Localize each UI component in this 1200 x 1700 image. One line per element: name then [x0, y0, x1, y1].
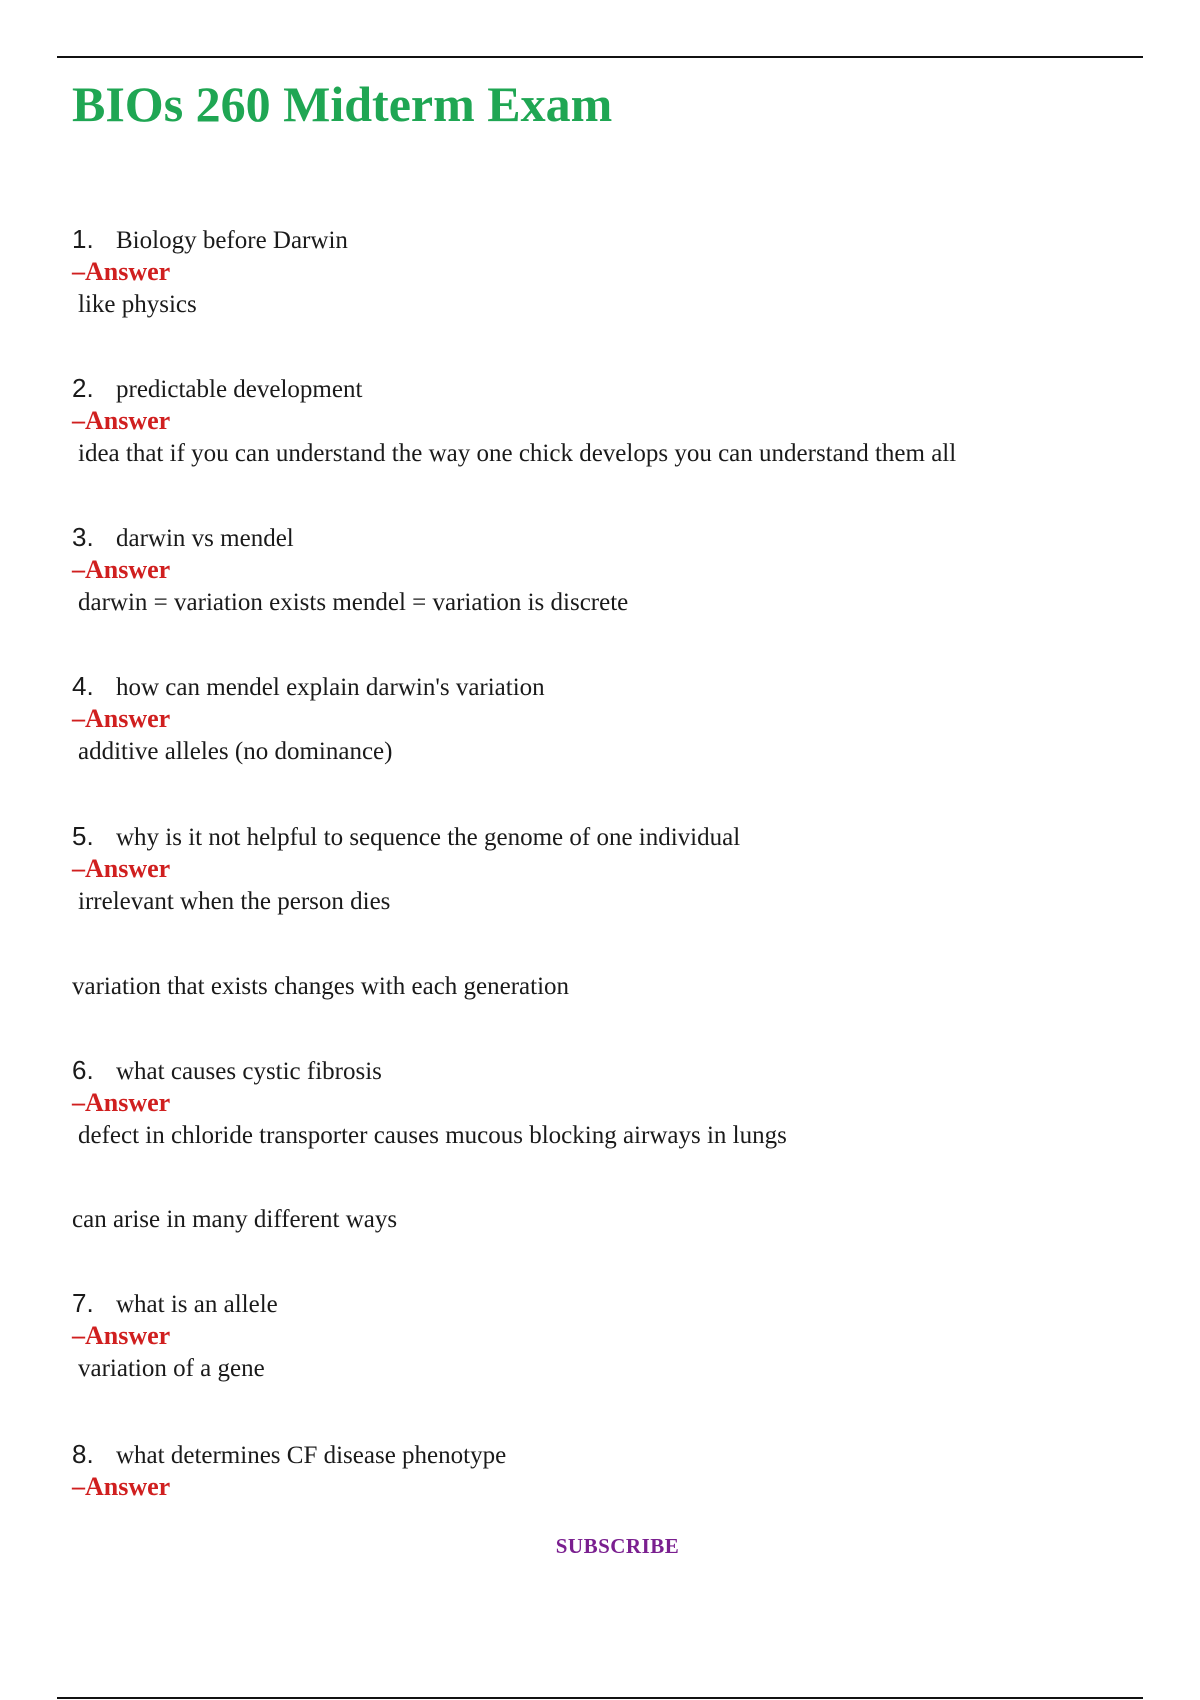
question-line — [72, 819, 740, 853]
question-text: what determines CF disease phenotype — [116, 1442, 507, 1469]
subscribe-link[interactable]: SUBSCRIBE — [555, 1534, 680, 1558]
question-item — [72, 1053, 787, 1153]
answer-text: defect in chloride transporter causes mucous blocking airways in lungs — [78, 1122, 787, 1149]
question-item — [72, 1286, 278, 1386]
top-rule — [57, 56, 1143, 58]
answer-text: idea that if you can understand the way one chick develops you can understand them all — [78, 440, 957, 467]
question-line — [72, 1437, 506, 1471]
question-text: predictable development — [116, 376, 363, 403]
question-item — [72, 371, 956, 471]
question-text: why is it not helpful to sequence the genome of one individual — [116, 824, 741, 851]
bottom-rule — [57, 1697, 1143, 1699]
answer-text: additive alleles (no dominance) — [78, 738, 393, 765]
question-text: darwin vs mendel — [116, 525, 294, 552]
question-number: 1. — [72, 224, 94, 254]
question-line — [72, 1286, 278, 1320]
answer-label: –Answer — [72, 257, 171, 286]
question-item — [72, 819, 740, 919]
answer-text: like physics — [78, 291, 197, 318]
question-item — [72, 222, 348, 322]
answer-text: irrelevant when the person dies — [78, 888, 391, 915]
answer-label: –Answer — [72, 704, 171, 733]
answer-label: –Answer — [72, 406, 171, 435]
answer-text: darwin = variation exists mendel = variation is discrete — [78, 589, 629, 616]
answer-label: –Answer — [72, 1321, 171, 1350]
answer-extra-text: variation that exists changes with each generation — [72, 973, 570, 1000]
question-number: 6. — [72, 1055, 94, 1085]
question-line — [72, 520, 628, 554]
question-line — [72, 669, 545, 703]
answer-label: –Answer — [72, 854, 171, 883]
question-item — [72, 1437, 506, 1503]
question-line — [72, 371, 956, 405]
answer-text: variation of a gene — [78, 1355, 265, 1382]
question-number: 2. — [72, 373, 94, 403]
answer-label: –Answer — [72, 1088, 171, 1117]
question-number: 4. — [72, 671, 94, 701]
question-text: what causes cystic fibrosis — [116, 1058, 382, 1085]
question-number: 3. — [72, 522, 94, 552]
question-number: 8. — [72, 1439, 94, 1469]
question-item — [72, 520, 628, 620]
question-text: Biology before Darwin — [116, 227, 348, 254]
question-item — [72, 669, 545, 769]
answer-extra-text: can arise in many different ways — [72, 1206, 398, 1233]
answer-label: –Answer — [72, 555, 171, 584]
question-line — [72, 222, 348, 256]
question-text: what is an allele — [116, 1291, 278, 1318]
question-text: how can mendel explain darwin's variation — [116, 674, 545, 701]
question-number: 5. — [72, 821, 94, 851]
question-line — [72, 1053, 787, 1087]
document-title: BIOs 260 Midterm Exam — [72, 76, 613, 132]
question-number: 7. — [72, 1288, 94, 1318]
answer-label: –Answer — [72, 1472, 171, 1501]
